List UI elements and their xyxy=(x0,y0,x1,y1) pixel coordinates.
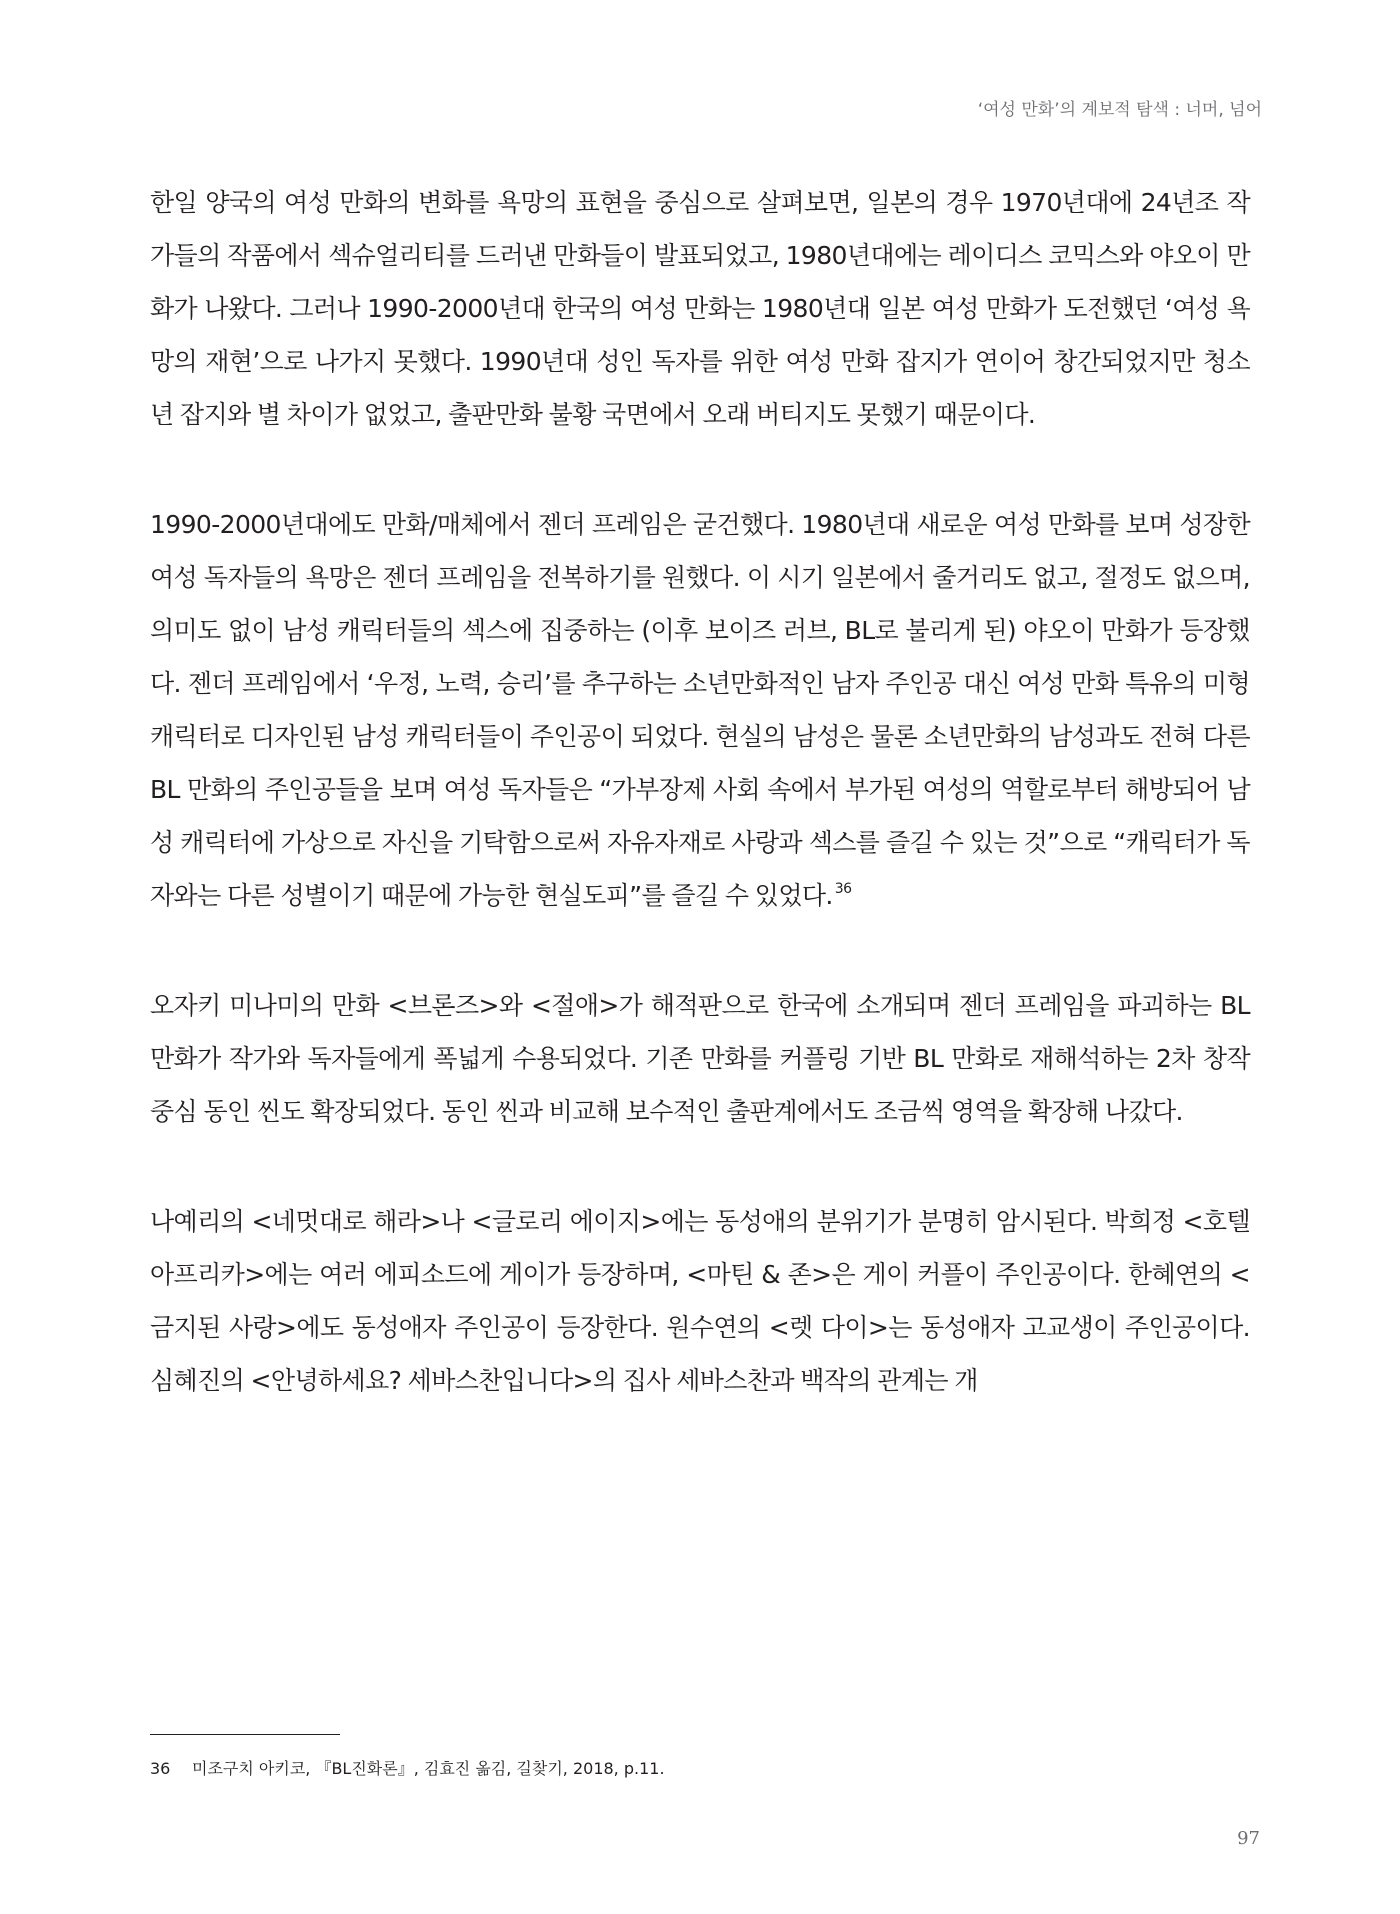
paragraph: 오자키 미나미의 만화 <브론즈>와 <절애>가 해적판으로 한국에 소개되며 젠더 프레임을 파괴하는 BL 만화가 작가와 독자들에게 폭넓게 수용되었다. 기존 만화를 커플링 기반 BL 만화로 재해석하는 2차 창작 중심 동인 씬도 확장되었다. 동인 씬과 비교해 보수적인 출판계에서도 조금씩 영역을 확장해 나갔다. xyxy=(150,991,1250,1126)
paragraph: 나예리의 <네멋대로 해라>나 <글로리 에이지>에는 동성애의 분위기가 분명히 암시된다. 박희정 <호텔 아프리카>에는 여러 에피소드에 게이가 등장하며, <마틴 & 존>은 게이 커플이 주인공이다. 한혜연의 <금지된 사랑>에도 동성애자 주인공이 등장한다. 원수연의 <렛 다이>는 동성애자 고교생이 주인공이다. 심혜진의 <안녕하세요? 세바스찬입니다>의 집사 세바스찬과 백작의 관계는 개 xyxy=(150,1207,1250,1395)
footnote-number: 36 xyxy=(150,1759,171,1778)
paragraph: 한일 양국의 여성 만화의 변화를 욕망의 표현을 중심으로 살펴보면, 일본의 경우 1970년대에 24년조 작가들의 작품에서 섹슈얼리티를 드러낸 만화들이 발표되었고, 1980년대에는 레이디스 코믹스와 야오이 만화가 나왔다. 그러나 1990-2000년대 한국의 여성 만화는 1980년대 일본 여성 만화가 도전했던 ‘여성 욕망의 재현’으로 나가지 못했다. 1990년대 성인 독자를 위한 여성 만화 잡지가 연이어 창간되었지만 청소년 잡지와 별 차이가 없었고, 출판만화 불황 국면에서 오래 버티지도 못했기 때문이다. xyxy=(150,188,1250,429)
page-number: 97 xyxy=(1237,1828,1260,1849)
footnote xyxy=(150,1756,665,1779)
paragraph xyxy=(150,498,1250,922)
running-header: ‘여성 만화’의 계보적 탐색 : 너머, 넘어 xyxy=(977,100,1262,120)
footnote-text: 미조구치 아키코, 『BL진화론』, 김효진 옮김, 길찾기, 2018, p.11. xyxy=(192,1759,665,1778)
paragraph-text: 1990-2000년대에도 만화/매체에서 젠더 프레임은 굳건했다. 1980년대 새로운 여성 만화를 보며 성장한 여성 독자들의 욕망은 젠더 프레임을 전복하기를 원했다. 이 시기 일본에서 줄거리도 없고, 절정도 없으며, 의미도 없이 남성 캐릭터들의 섹스에 집중하는 (이후 보이즈 러브, BL로 불리게 된) 야오이 만화가 등장했다. 젠더 프레임에서 ‘우정, 노력, 승리’를 추구하는 소년만화적인 남자 주인공 대신 여성 만화 특유의 미형 캐릭터로 디자인된 남성 캐릭터들이 주인공이 되었다. 현실의 남성은 물론 소년만화의 남성과도 전혀 다른 BL 만화의 주인공들을 보며 여성 독자들은 “가부장제 사회 속에서 부가된 여성의 역할로부터 해방되어 남성 캐릭터에 가상으로 자신을 기탁함으로써 자유자재로 사랑과 섹스를 즐길 수 있는 것”으로 “캐릭터가 독자와는 다른 성별이기 때문에 가능한 현실도피”를 즐길 수 있었다. xyxy=(150,510,1250,910)
footnote-divider xyxy=(150,1734,340,1735)
footnote-reference[interactable]: 36 xyxy=(834,881,852,897)
body-text xyxy=(150,176,1250,1407)
